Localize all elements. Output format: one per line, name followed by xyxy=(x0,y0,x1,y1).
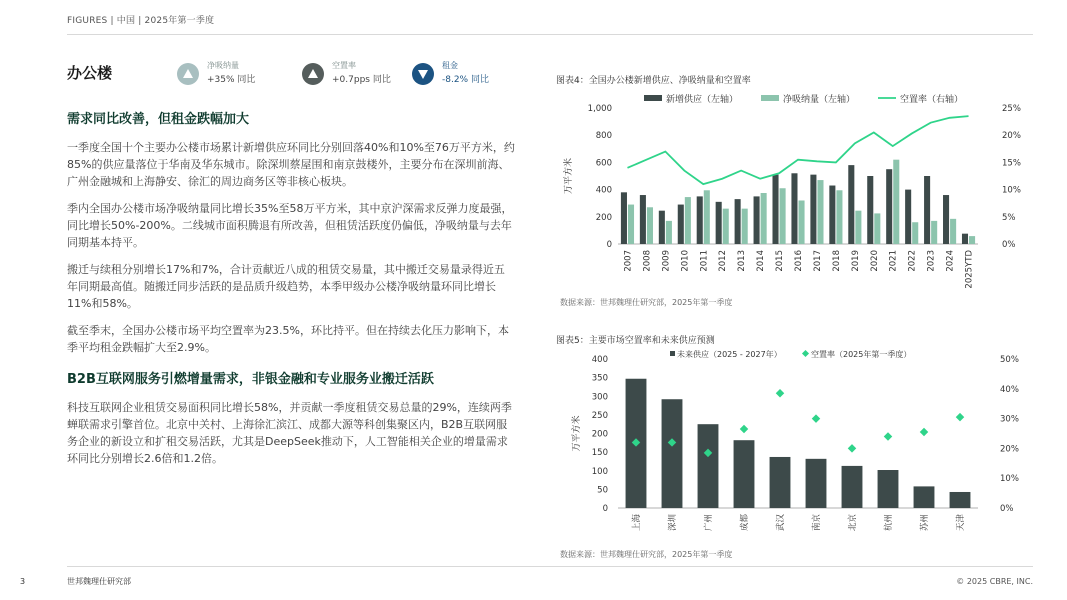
footer-divider xyxy=(67,566,1033,567)
y-left-tick-label: 800 xyxy=(595,131,612,142)
x-tick-label: 2007 xyxy=(623,250,634,272)
chart5-svg xyxy=(556,346,1036,542)
absorption-bar xyxy=(969,236,975,244)
x-tick-label: 2011 xyxy=(699,250,710,272)
absorption-bar xyxy=(761,193,767,244)
absorption-bar xyxy=(628,205,634,244)
heading-b2b: B2B互联网服务引燃增量需求，非银金融和专业服务业搬迁活跃 xyxy=(67,372,434,387)
y-left-tick-label: 200 xyxy=(595,212,612,223)
supply-bar xyxy=(924,176,930,244)
vacancy-line xyxy=(627,116,968,184)
y-right-tick-label: 10% xyxy=(1002,185,1021,196)
kpi-value: +35% 同比 xyxy=(207,75,256,85)
y-right-tick-label: 0% xyxy=(1000,504,1014,514)
x-tick-label: 武汉 xyxy=(776,514,786,532)
y-right-tick-label: 5% xyxy=(1002,212,1016,223)
chart5-source: 数据来源：世邦魏理仕研究部，2025年第一季度 xyxy=(560,550,733,559)
supply-bar xyxy=(640,195,646,244)
x-tick-label: 成都 xyxy=(740,514,750,532)
paragraph-absorption: 季内全国办公楼市场净吸纳量同比增长35%至58万平方米，其中京沪深需求反弹力度最强，同比增长50%-200%。二线城市面积腾退有所改善，但租赁活跃度仍偏低，净吸纳量与去年同期基本持平。 xyxy=(67,202,513,249)
vacancy-marker xyxy=(740,425,748,433)
kpi-label: 空置率 xyxy=(332,61,356,70)
supply-bar xyxy=(735,199,741,244)
supply-bar xyxy=(678,205,684,244)
chart4-source: 数据来源：世邦魏理仕研究部，2025年第一季度 xyxy=(560,298,733,307)
supply-bar xyxy=(621,192,627,244)
x-tick-label: 2014 xyxy=(756,250,767,272)
supply-bar xyxy=(829,186,835,244)
body-text-column xyxy=(67,108,515,467)
x-tick-label: 深圳 xyxy=(668,514,678,532)
x-tick-label: 2025YTD xyxy=(964,250,975,289)
y-right-tick-label: 0% xyxy=(1002,240,1016,250)
y-right-tick-label: 30% xyxy=(1000,414,1019,425)
x-tick-label: 杭州 xyxy=(884,514,894,532)
y-left-tick-label: 150 xyxy=(591,448,608,459)
legend-supply-label: 未来供应（2025 - 2027年） xyxy=(677,350,782,359)
supply-bar xyxy=(772,175,778,244)
y-left-tick-label: 0 xyxy=(602,504,608,514)
future-supply-bar xyxy=(878,470,899,508)
x-tick-label: 2008 xyxy=(642,250,653,272)
supply-bar xyxy=(716,202,722,244)
future-supply-bar xyxy=(662,399,683,508)
future-supply-bar xyxy=(914,486,935,508)
supply-bar xyxy=(848,165,854,244)
absorption-bar xyxy=(799,200,805,244)
x-tick-label: 2016 xyxy=(794,250,804,272)
footer-org: 世邦魏理仕研究部 xyxy=(67,577,131,586)
heading-demand: 需求同比改善，但租金跌幅加大 xyxy=(67,112,250,127)
future-supply-bar xyxy=(950,492,971,508)
x-tick-label: 2015 xyxy=(775,250,786,272)
paragraph-vacancy: 截至季末，全国办公楼市场平均空置率为23.5%，环比持平。但在持续去化压力影响下，本季平均租金跌幅扩大至2.9%。 xyxy=(67,324,509,354)
y-axis-label: 万平方米 xyxy=(564,157,574,195)
x-tick-label: 北京 xyxy=(848,514,858,532)
x-tick-label: 2023 xyxy=(926,250,937,272)
y-right-tick-label: 20% xyxy=(1002,131,1021,142)
x-tick-label: 2024 xyxy=(945,250,956,272)
x-tick-label: 2009 xyxy=(661,250,672,272)
y-right-tick-label: 10% xyxy=(1000,474,1019,485)
paragraph-relocation: 搬迁与续租分别增长17%和7%，合计贡献近八成的租赁交易量，其中搬迁交易量录得近五年同期最高值。随搬迁同步活跃的是品质升级趋势，本季甲级办公楼净吸纳量环同比增长11%和58%。 xyxy=(67,263,505,310)
header-divider xyxy=(67,34,1033,35)
vacancy-marker xyxy=(776,389,784,397)
future-supply-bar xyxy=(698,424,719,508)
absorption-bar xyxy=(912,222,918,244)
kpi-value: +0.7pps 同比 xyxy=(332,75,391,85)
legend-vacancy-label: 空置率（右轴） xyxy=(900,95,964,105)
y-right-tick-label: 25% xyxy=(1002,104,1021,114)
supply-bar xyxy=(943,195,949,244)
kpi-label: 净吸纳量 xyxy=(207,61,239,70)
absorption-bar xyxy=(742,209,748,244)
x-tick-label: 上海 xyxy=(632,514,642,532)
legend-absorption-swatch xyxy=(761,95,779,101)
y-left-tick-label: 400 xyxy=(595,185,612,196)
x-tick-label: 2013 xyxy=(737,250,748,272)
y-left-tick-label: 1,000 xyxy=(587,104,612,114)
y-left-tick-label: 300 xyxy=(591,392,608,403)
absorption-bar xyxy=(685,197,691,244)
x-tick-label: 2021 xyxy=(888,250,899,272)
absorption-bar xyxy=(836,190,842,244)
supply-bar xyxy=(791,173,797,244)
supply-bar xyxy=(754,196,760,244)
absorption-bar xyxy=(780,188,786,244)
y-axis-label: 万平方米 xyxy=(572,415,582,452)
future-supply-bar xyxy=(842,466,863,508)
legend-vacancy-label: 空置率（2025年第一季度） xyxy=(811,350,912,359)
y-left-tick-label: 0 xyxy=(606,240,612,250)
arrow-up-icon xyxy=(177,63,199,85)
x-tick-label: 南京 xyxy=(812,514,822,532)
vacancy-marker xyxy=(848,444,856,452)
x-tick-label: 2020 xyxy=(869,250,880,272)
x-tick-label: 2010 xyxy=(680,250,691,272)
page-number: 3 xyxy=(20,577,26,586)
vacancy-marker xyxy=(812,414,820,422)
y-left-tick-label: 400 xyxy=(591,355,608,365)
legend-supply-swatch xyxy=(644,95,662,101)
supply-bar xyxy=(867,176,873,244)
legend-supply-label: 新增供应（左轴） xyxy=(666,95,739,105)
x-tick-label: 2018 xyxy=(831,250,842,272)
breadcrumb: FIGURES | 中国 | 2025年第一季度 xyxy=(67,16,215,26)
supply-bar xyxy=(886,169,892,244)
x-tick-label: 2012 xyxy=(718,250,729,272)
legend-vacancy-swatch xyxy=(802,350,809,357)
chart4-svg xyxy=(556,88,1036,293)
vacancy-marker xyxy=(884,432,892,440)
y-left-tick-label: 250 xyxy=(591,410,608,421)
future-supply-bar xyxy=(734,440,755,508)
x-tick-label: 2022 xyxy=(907,250,918,272)
paragraph-tech: 科技互联网企业租赁交易面积同比增长58%，并贡献一季度租赁交易总量的29%，连续两季蝉联需求引擎首位。北京中关村、上海徐汇滨江、成都大源等科创集聚区内，B2B互联网服务企业的新设立和扩租交易活跃，尤其是DeepSeek推动下，人工智能相关企业的增量需求环同比分别增长2.6倍和1.2倍。 xyxy=(67,401,512,465)
absorption-bar xyxy=(950,219,956,244)
y-right-tick-label: 20% xyxy=(1000,444,1019,455)
vacancy-marker xyxy=(956,413,964,421)
y-right-tick-label: 50% xyxy=(1000,355,1019,365)
section-title: 办公楼 xyxy=(67,64,113,82)
arrow-up-icon xyxy=(302,63,324,85)
absorption-bar xyxy=(704,190,710,244)
y-right-tick-label: 40% xyxy=(1000,384,1019,395)
arrow-down-icon xyxy=(412,63,434,85)
y-left-tick-label: 50 xyxy=(597,485,608,496)
y-left-tick-label: 600 xyxy=(595,158,612,169)
x-tick-label: 苏州 xyxy=(920,514,930,532)
y-left-tick-label: 200 xyxy=(591,429,608,440)
y-right-tick-label: 15% xyxy=(1002,158,1021,169)
x-tick-label: 2017 xyxy=(812,250,823,272)
footer-copyright: © 2025 CBRE, INC. xyxy=(956,577,1033,586)
chart5-title: 图表5：主要市场空置率和未来供应预测 xyxy=(556,336,715,346)
future-supply-bar xyxy=(806,459,827,508)
absorption-bar xyxy=(893,160,899,244)
supply-bar xyxy=(905,190,911,244)
kpi-value: -8.2% 同比 xyxy=(442,75,489,85)
absorption-bar xyxy=(931,221,937,244)
x-tick-label: 2019 xyxy=(850,250,861,272)
chart4-title: 图表4：全国办公楼新增供应、净吸纳量和空置率 xyxy=(556,76,751,86)
supply-bar xyxy=(810,175,816,244)
y-left-tick-label: 100 xyxy=(591,466,608,477)
legend-absorption-label: 净吸纳量（左轴） xyxy=(783,95,856,105)
legend-supply-swatch xyxy=(670,351,675,356)
absorption-bar xyxy=(647,207,653,244)
supply-bar xyxy=(659,211,665,244)
x-tick-label: 天津 xyxy=(956,514,966,532)
kpi-label: 租金 xyxy=(442,61,458,70)
x-tick-label: 广州 xyxy=(704,514,714,532)
vacancy-marker xyxy=(920,428,928,436)
future-supply-bar xyxy=(770,457,791,508)
absorption-bar xyxy=(666,221,672,244)
absorption-bar xyxy=(855,211,861,244)
supply-bar xyxy=(962,234,968,244)
absorption-bar xyxy=(817,180,823,244)
y-left-tick-label: 350 xyxy=(591,373,608,384)
absorption-bar xyxy=(723,209,729,244)
supply-bar xyxy=(697,196,703,244)
absorption-bar xyxy=(874,213,880,244)
paragraph-supply: 一季度全国十个主要办公楼市场累计新增供应环同比分别回落40%和10%至76万平方米，约85%的供应量落位于华南及华东城市。除深圳蔡屋围和南京鼓楼外，主要分布在深圳前海、广州金融城和上海静安、徐汇的周边商务区等非核心板块。 xyxy=(67,141,515,188)
